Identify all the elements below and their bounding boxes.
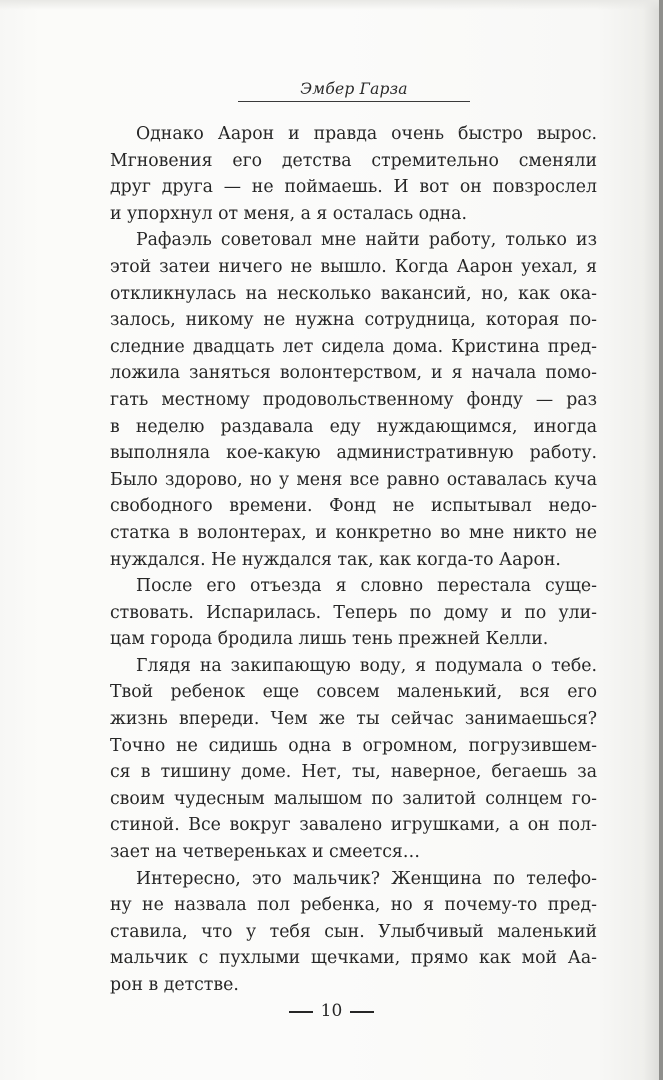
text-line: зает на четвереньках и смеется… <box>110 842 421 863</box>
text-line: следние двадцать лет сидела дома. Кристина пред- <box>110 336 597 357</box>
text-line: ставила, что у тебя сын. Улыбчивый маленький <box>110 921 597 942</box>
text-line: ствовать. Испарилась. Теперь по дому и по ули- <box>110 602 597 623</box>
text-line: Интересно, это мальчик? Женщина по телефо- <box>136 868 597 889</box>
text-line: Точно не сидишь одна в огромном, погрузившем- <box>110 735 597 756</box>
text-line: Мгновения его детства стремительно сменяли <box>110 150 597 171</box>
text-line: гать местному продовольственному фонду — раз <box>110 389 597 410</box>
text-line: После его отъезда я словно перестала суще- <box>136 576 597 597</box>
page-number-value: 10 <box>320 1001 343 1021</box>
text-line: ну не назвала пол ребенка, но я почему-то пред- <box>110 895 597 916</box>
page-top-shadow <box>0 0 663 10</box>
text-line: своим чудесным малышом по залитой солнцем го- <box>110 788 597 809</box>
text-line: мальчик с пухлыми щечками, прямо как мой Аа- <box>110 948 597 969</box>
text-line: рон в детстве. <box>110 975 239 995</box>
folio-dash-right <box>350 1011 374 1013</box>
text-line: друг друга — не поймаешь. И вот он повзрослел <box>110 177 597 198</box>
running-head-author: Эмбер Гарза <box>300 80 408 98</box>
body-text <box>110 121 597 999</box>
text-line: статка в волонтерах, и конкретно во мне никто не <box>110 522 597 543</box>
text-line: стиной. Все вокруг завалено игрушками, а он пол- <box>110 815 597 836</box>
text-line: Глядя на закипающую воду, я подумала о тебе. <box>136 655 597 676</box>
folio-dash-left <box>289 1011 313 1013</box>
text-line: нуждался. Не нуждался так, как когда-то Аарон. <box>110 549 561 570</box>
text-line: свободного времени. Фонд не испытывал недо- <box>110 496 597 517</box>
page-right-edge <box>659 0 663 1080</box>
text-line: цам города бродила лишь тень прежней Келли. <box>110 629 549 650</box>
text-line: ложила заняться волонтерством, и я начала помо- <box>110 363 597 384</box>
text-line: жизнь впереди. Чем же ты сейчас занимаешься? <box>110 709 597 730</box>
text-line: Было здорово, но у меня все равно оставалась куча <box>110 469 597 490</box>
text-line: этой затеи ничего не вышло. Когда Аарон уехал, я <box>110 256 597 277</box>
text-line: Однако Аарон и правда очень быстро вырос. <box>136 124 597 144</box>
text-line: и упорхнул от меня, а я осталась одна. <box>110 203 467 224</box>
text-line: выполняла кое-какую административную работу. <box>110 443 597 464</box>
text-line: ся в тишину доме. Нет, ты, наверное, бегаешь за <box>110 762 597 783</box>
text-line: Рафаэль советовал мне найти работу, только из <box>136 230 597 251</box>
running-head-rule <box>238 101 470 102</box>
text-line: откликнулась на несколько вакансий, но, как ока- <box>110 283 597 304</box>
text-line: в неделю раздавала еду нуждающимся, иногда <box>110 416 597 437</box>
text-line: Твой ребенок еще совсем маленький, вся его <box>110 682 597 703</box>
page-number <box>0 1001 663 1021</box>
text-line: залось, никому не нужна сотрудница, которая по- <box>110 310 597 331</box>
